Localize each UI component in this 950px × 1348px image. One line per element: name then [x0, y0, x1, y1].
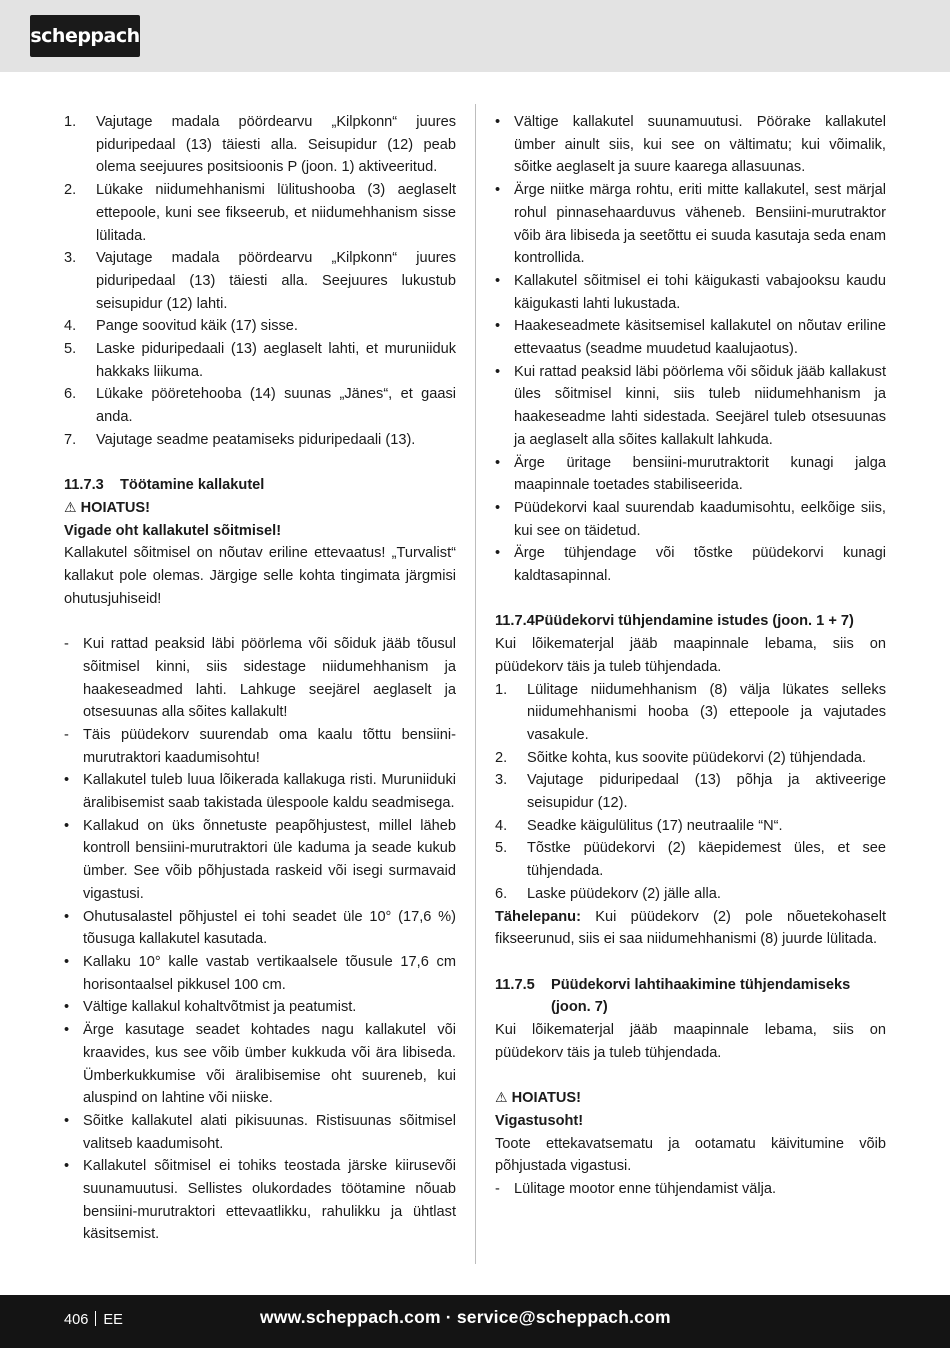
list-item: 6. Laske püüdekorv (2) jälle alla. [495, 885, 721, 902]
warning-triangle-icon: ⚠ [64, 499, 77, 516]
page-footer [0, 1295, 950, 1348]
list-item: • Kallakutel sõitmisel ei tohiks teostada järske kiirusevõi suunamuutusi. Sellistes olukordades töötamine nõuab bensiini-murutraktori ettevaatlikku, rahulikku ja ühtlast käsitsemist. [64, 1158, 456, 1243]
list-item: • Ärge tühjendage või tõstke püüdekorvi kunagi kaldtasapinnal. [495, 545, 886, 585]
steps-list [495, 679, 886, 906]
list-item: • Haakeseadmete käsitsemisel kallakutel on nõutav eriline ettevaatus (seadme muudetud kaalujaotus). [495, 318, 886, 358]
section-heading [495, 610, 886, 633]
section-title: Töötamine kallakutel [120, 477, 265, 494]
list-item: 3. Vajutage piduripedaal (13) põhja ja aktiveerige seisupidur (12). [495, 772, 886, 812]
list-item: • Ärge üritage bensiini-murutraktorit kunagi jalga maapinnale toetades stabiliseerida. [495, 454, 886, 494]
safety-list-continued [495, 111, 886, 588]
list-item: 1. Vajutage madala pöördearvu „Kilpkonn“ juures piduripedaal (13) täiesti alla. Seisupidur (12) peab olema seejuures positsioonis P (joon. 1) aktiveeritud. [64, 114, 456, 176]
warning-triangle-icon: ⚠ [495, 1090, 508, 1107]
warning-text: Kallakutel sõitmisel on nõutav eriline ettevaatus! „Turvalist“ kallakut pole olemas. Järgige selle kohta tingimata järgmisi ohutusjuhiseid! [64, 545, 456, 607]
list-item: 2. Lükake niidumehhanismi lülitushooba (3) aeglaselt ettepoole, kuni see fikseerub, et niidumehhanism sisse lülitada. [64, 182, 456, 244]
list-item: - Lülitage mootor enne tühjendamist välja. [495, 1181, 777, 1197]
safety-list [64, 633, 456, 1246]
steps-list [64, 111, 456, 452]
warning-title: ⚠ HOIATUS! [64, 499, 151, 516]
list-item: • Vältige kallakul kohaltvõtmist ja peatumist. [64, 999, 357, 1016]
note-text: Kui püüdekorv (2) pole nõuetekohaselt fikseerunud, siis ei saa niidumehhanismi (8) juurde lülitada. [495, 908, 886, 948]
warning-subtitle: Vigade oht kallakutel sõitmisel! [64, 522, 282, 539]
list-item: 5. Laske piduripedaali (13) aeglaselt lahti, et muruniiduk hakkaks liikuma. [64, 341, 456, 380]
list-item: • Ohutusalastel põhjustel ei tohi seadet üle 10° (17,6 %) tõusuga kallakutel kasutada. [64, 908, 456, 948]
warning-title: ⚠ HOIATUS! [495, 1090, 582, 1107]
list-item: • Ärge kasutage seadet kohtades nagu kallakutel või kraavides, kus see võib ümber kukkuda või ära libiseda. Ümberkukkumise või äralibisemise oht suureneb, kui aluspind on lahtine või niiske. [64, 1022, 456, 1107]
column-divider [475, 104, 476, 1264]
page-header [0, 0, 950, 72]
separator [95, 1311, 96, 1326]
section-title: Püüdekorvi lahtihaakimine tühjendamiseks (joon. 7) [551, 976, 851, 1016]
section-heading [64, 474, 456, 497]
right-column [495, 111, 886, 1201]
list-item: 3. Vajutage madala pöördearvu „Kilpkonn“ juures piduripedaal (13) täiesti alla. Seejuures lukustub seisupidur (12) lahti. [64, 250, 456, 312]
list-item: • Kallaku 10° kalle vastab vertikaalsele tõusule 17,6 cm horisontaalsel pikkusel 100 cm. [64, 953, 456, 993]
list-item: • Vältige kallakutel suunamuutusi. Pöörake kallakutel ümber ainult siis, kui see on vältimatu; kui võimalik, sõitke aeglaselt ja suure kaarega allasuunas. [495, 114, 886, 176]
section-text: Kui lõikematerjal jääb maapinnale lebama, siis on püüdekorv täis ja tuleb tühjendada. [495, 1022, 886, 1061]
list-item: 1. Lülitage niidumehhanism (8) välja lükates selleks niidumehhanismi hooba (3) ettepoole ja vajutades vasakule. [495, 681, 886, 743]
contact-info: www.scheppach.com · service@scheppach.com [260, 1307, 671, 1327]
list-item: 4. Seadke käigulülitus (17) neutraalile “N“. [495, 817, 783, 834]
list-item: 5. Tõstke püüdekorvi (2) käepidemest üles, et see tühjendada. [495, 840, 886, 880]
list-item: • Kui rattad peaksid läbi pöörlema või sõiduk jääb kallakust üles sõitmisel kinni, siis tuleb niidumehhanism ja haakeseadme lahti sidestada. Seejärel tuleb otsesuunas ja aeglaselt alla sõites kallakult lahkuda. [495, 363, 886, 448]
section-number: 11.7.3 [64, 477, 104, 494]
section-number: 11.7.5 [495, 976, 535, 993]
warning-text: Toote ettekavatsematu ja ootamatu käivitumine võib põhjustada vigastusi. [495, 1135, 886, 1175]
list-item: • Püüdekorvi kaal suurendab kaadumisohtu, eelkõige siis, kui see on täidetud. [495, 499, 886, 539]
list-item: - Täis püüdekorv suurendab oma kaalu tõttu bensiini-murutraktori kaadumisohtu! [64, 726, 456, 766]
list-item: - Kui rattad peaksid läbi pöörlema või sõiduk jääb tõusul sõitmisel kinni, siis sidestage niidumehhanism ja haakeseadmed lahti. Lahkuge seejärel aeglaselt ja otsesuunas alla sõites kallakult! [64, 636, 456, 721]
list-item: 2. Sõitke kohta, kus soovite püüdekorvi (2) tühjendada. [495, 749, 867, 766]
list-item: • Kallakutel sõitmisel ei tohi käigukasti vabajooksu kaudu käigukasti lahti lukustada. [495, 272, 886, 312]
warning-subtitle: Vigastusoht! [495, 1112, 584, 1129]
list-item: 6. Lükake pööretehooba (14) suunas „Jänes“, et gaasi anda. [64, 386, 456, 426]
list-item: • Ärge niitke märga rohtu, eriti mitte kallakutel, sest märjal rohul pinnasehaarduvus väheneb. Bensiini-murutraktor võib ära libiseda ja seetõttu ei suuda kasutaja seda enam kontrollida. [495, 182, 886, 267]
section-title: Püüdekorvi tühjendamine istudes (joon. 1 + 7) [534, 613, 854, 630]
section-intro: Kui lõikematerjal jääb maapinnale lebama, siis on püüdekorv täis ja tuleb tühjendada. [495, 636, 886, 675]
list-item: • Kallakutel tuleb luua lõikerada kallakuga risti. Muruniiduki äralibisemist saab takistada ülespoole kaldu seadmisega. [64, 772, 456, 812]
section-number: 11.7.4 [495, 613, 535, 630]
language-code: EE [103, 1312, 123, 1328]
note-label: Tähelepanu: [495, 908, 581, 925]
list-item: 7. Vajutage seadme peatamiseks piduripedaali (13). [64, 431, 416, 448]
list-item: 4. Pange soovitud käik (17) sisse. [64, 318, 298, 335]
list-item: • Sõitke kallakutel alati pikisuunas. Ristisuunas sõitmisel valitseb kaadumisoht. [64, 1112, 456, 1152]
left-column [64, 111, 456, 1246]
scheppach-logo: scheppach [30, 15, 140, 57]
section-heading [495, 974, 886, 1019]
page-number: 406 EE [64, 1312, 123, 1328]
note [495, 906, 886, 951]
list-item: • Kallakud on üks õnnetuste peapõhjustest, millel läheb kontroll bensiini-murutraktori üle kaduma ja seade kukub ümber. See võib põhjustada raskeid või isegi surmavaid vigastusi. [64, 817, 456, 902]
